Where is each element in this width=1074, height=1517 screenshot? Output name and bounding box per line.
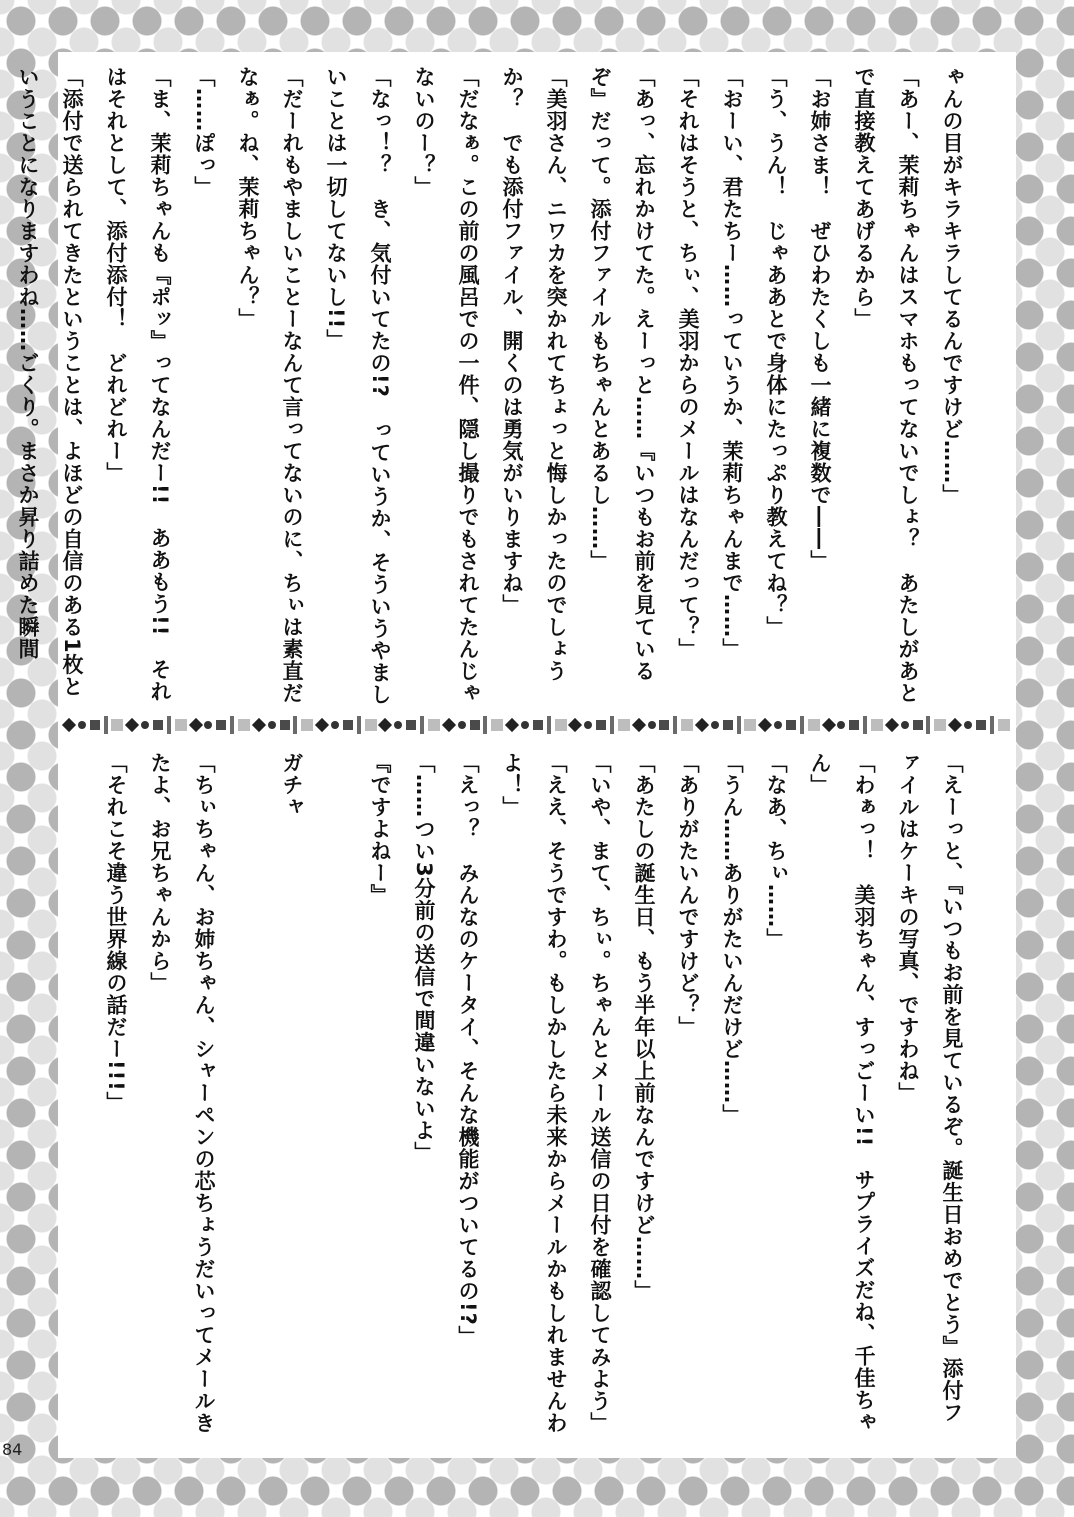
paragraph: ガチャ (280, 752, 304, 818)
paragraph: 「えっ？ みんなのケータイ、そんな機能がついてるの!?」 (456, 752, 480, 1348)
paragraph: 「わぁっ！ 美羽ちゃん、すっごーい!! サプライズだね、千佳ちゃん」 (808, 752, 876, 1434)
page-number: 84 (2, 1440, 23, 1459)
paragraph: 「ええ、そうですわ。もしかしたら未来からメールかもしれませんわよ！」 (500, 752, 568, 1434)
paragraph: 「えーっと、『いつもお前を見ているぞ。誕生日おめでとう』添付ファイルはケーキの写真、ですわね」 (896, 752, 964, 1424)
paragraph: 「だーれもやましいことーなんて言ってないのに、ちぃは素直だなぁ。ね、茉莉ちゃん？」 (236, 66, 304, 704)
paragraph: 「……つい3分前の送信で間違いないよ」 (412, 752, 436, 1164)
paragraph: 「ま、茉莉ちゃんも『ポッ』ってなんだー!! ああもう!! それはそれとして、添付添付！ どれどれー」 (104, 66, 172, 703)
paragraph: 「うん……ありがたいんだけど……」 (720, 752, 744, 1126)
paragraph: 「ちぃちゃん、お姉ちゃん、シャーペンの芯ちょうだいってメールきたよ、お兄ちゃんから」 (148, 752, 216, 1434)
paragraph: 「あっ、忘れかけてた。えーっと……『いつもお前を見ているぞ』だって。添付ファイルもちゃんとあるし……」 (588, 66, 656, 682)
paragraph: 「……ぽっ」 (192, 66, 216, 198)
paragraph: 「なあ、ちぃ……」 (764, 752, 788, 950)
paragraph: 「おーい、君たちー……っていうか、茉莉ちゃんまで……」 (720, 66, 744, 660)
ornamental-divider (64, 714, 1010, 736)
paragraph: 『ですよねー』 (368, 752, 392, 906)
paragraph: 「それはそうと、ちぃ、美羽からのメールはなんだって？」 (676, 66, 700, 660)
paragraph: 「あたしの誕生日、もう半年以上前なんですけど……」 (632, 752, 656, 1302)
paragraph: 「あー、茉莉ちゃんはスマホもってないでしょ？ あたしがあとで直接教えてあげるから」 (852, 66, 920, 704)
paragraph: 「それこそ違う世界線の話だー!!!」 (104, 752, 128, 1114)
paragraph: 「だなぁ。この前の風呂での一件、隠し撮りでもされてたんじゃないのー？」 (412, 66, 480, 704)
paragraph: 「いや、まて、ちぃ。ちゃんとメール送信の日付を確認してみよう」 (588, 752, 612, 1434)
paragraph (314, 752, 358, 1442)
text-panel (16, 52, 1016, 1458)
paragraph: 「ありがたいんですけど？」 (676, 752, 700, 1038)
paragraph: 「なっ！？ き、気付いてたの!? っていうか、そういうやましいことは一切してないし!!」 (324, 66, 392, 706)
paragraph: 「お姉さま！ ぜひわたくしも一緒に複数で――」 (808, 66, 832, 572)
paragraph: ゃんの目がキラキラしてるんですけど……」 (940, 66, 964, 506)
paragraph: 「う、うん！ じゃああとで身体にたっぷり教えてね？」 (764, 66, 788, 638)
paragraph: 「美羽さん、ニワカを突かれてちょっと悔しかったのでしょうか？ でも添付ファイル、開くのは勇気がいりますね」 (500, 66, 568, 682)
paragraph: 「添付で送られてきたということは、よほどの自信のある1枚ということになりますわね……ごくり。まさか昇り詰めた瞬間 (16, 66, 84, 698)
lower-text-block (84, 752, 974, 1442)
upper-text-block (16, 66, 974, 706)
paragraph (226, 752, 270, 1442)
